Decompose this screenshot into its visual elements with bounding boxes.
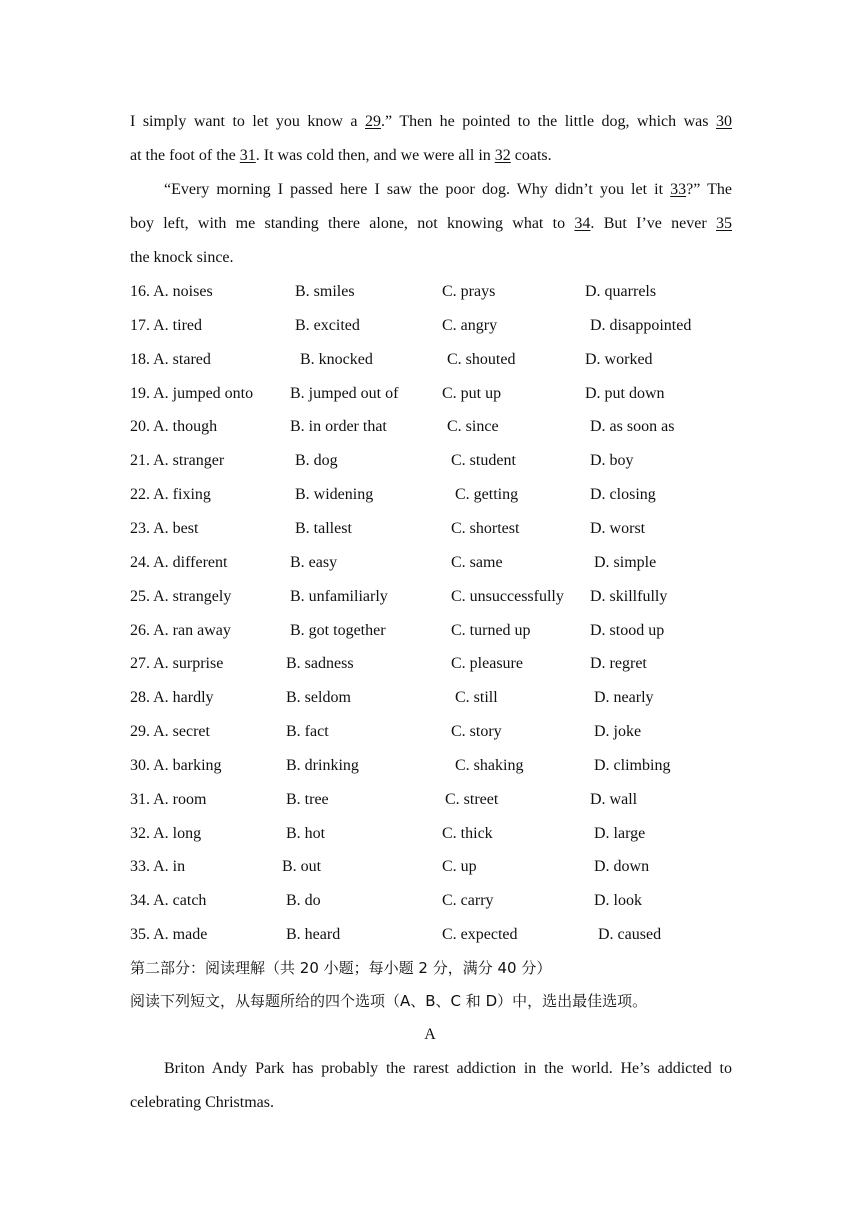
option-b: B. easy xyxy=(290,553,338,571)
passage-line-1 xyxy=(130,112,732,132)
option-b: B. heard xyxy=(286,926,341,944)
option-c: C. street xyxy=(445,790,499,808)
option-d: D. put down xyxy=(585,384,665,402)
option-c: C. carry xyxy=(442,892,494,910)
option-c: C. shaking xyxy=(455,756,524,774)
option-c: C. up xyxy=(442,858,477,876)
option-d: D. look xyxy=(594,892,642,910)
option-b: B. drinking xyxy=(286,756,359,774)
blank-31: 31 xyxy=(239,147,256,164)
option-b: B. fact xyxy=(286,723,329,741)
blank-30: 30 xyxy=(716,113,732,130)
option-b: B. seldom xyxy=(286,689,351,707)
option-c: C. turned up xyxy=(451,621,531,639)
option-c: C. thick xyxy=(442,824,493,842)
option-c: C. story xyxy=(451,723,502,741)
option-c: C. shouted xyxy=(447,350,516,368)
passage-text: . It was cold then, and we were all in xyxy=(255,147,495,164)
passage-text: “Every morning I passed here I saw the poor dog. Why didn’t you let it xyxy=(164,181,671,198)
option-d: D. down xyxy=(594,858,650,876)
option-d: D. closing xyxy=(590,486,656,504)
option-c: C. shortest xyxy=(451,519,520,537)
option-d: D. worked xyxy=(585,350,653,368)
option-d: D. disappointed xyxy=(590,316,692,334)
passage-line-5 xyxy=(130,248,732,268)
option-b: B. tree xyxy=(286,790,329,808)
option-a: 16. A. noises xyxy=(130,283,213,300)
option-a: 33. A. in xyxy=(130,858,186,876)
option-c: C. unsuccessfully xyxy=(451,587,564,605)
option-d: D. climbing xyxy=(594,756,671,774)
option-c: C. pleasure xyxy=(451,655,523,673)
passage-label: A xyxy=(424,1026,436,1043)
option-a: 22. A. fixing xyxy=(130,486,211,504)
passage-a-line-2: celebrating Christmas. xyxy=(130,1094,274,1111)
passage-text: the knock since. xyxy=(130,249,234,266)
option-b: B. knocked xyxy=(300,350,373,368)
passage-line-3 xyxy=(164,180,732,200)
option-c: C. getting xyxy=(455,486,519,504)
option-c: C. put up xyxy=(442,384,502,402)
passage-text: at the foot of the xyxy=(130,147,240,164)
option-d: D. regret xyxy=(590,655,647,673)
passage-text: I simply want to let you know a xyxy=(130,113,366,130)
option-b: B. excited xyxy=(295,316,360,334)
option-b: B. widening xyxy=(295,486,374,504)
option-a: 29. A. secret xyxy=(130,723,210,741)
passage-a-line-1: Briton Andy Park has probably the rarest addiction in the world. He’s addicted to xyxy=(164,1060,732,1077)
option-a: 25. A. strangely xyxy=(130,587,232,605)
option-d: D. quarrels xyxy=(585,283,657,300)
option-b: B. unfamiliarly xyxy=(290,587,388,605)
option-c: C. expected xyxy=(442,926,518,944)
blank-29: 29 xyxy=(365,113,382,130)
option-b: B. out xyxy=(282,858,322,876)
passage-text: coats. xyxy=(510,147,552,164)
option-d: D. nearly xyxy=(594,689,654,707)
option-b: B. sadness xyxy=(286,655,354,673)
blank-33: 33 xyxy=(670,181,687,198)
option-a: 19. A. jumped onto xyxy=(130,384,254,402)
passage-text: .” Then he pointed to the little dog, which was xyxy=(381,113,716,130)
option-d: D. wall xyxy=(590,790,638,808)
option-b: B. tallest xyxy=(295,519,352,537)
option-b: B. in order that xyxy=(290,418,387,436)
option-d: D. boy xyxy=(590,452,634,470)
option-a: 28. A. hardly xyxy=(130,689,214,707)
option-b: B. jumped out of xyxy=(290,384,399,402)
option-c: C. angry xyxy=(442,316,498,334)
option-a: 30. A. barking xyxy=(130,756,222,774)
option-d: D. caused xyxy=(598,926,662,944)
option-c: C. same xyxy=(451,553,503,571)
option-a: 34. A. catch xyxy=(130,892,207,910)
passage-text: ?” The xyxy=(686,181,733,198)
option-c: C. still xyxy=(455,689,498,707)
option-a: 18. A. stared xyxy=(130,350,211,368)
passage-text: boy left, with me standing there alone, not knowing what to xyxy=(130,215,575,232)
passage-text: . But I’ve never xyxy=(590,215,716,232)
option-d: D. joke xyxy=(594,723,642,741)
section-instruction: 阅读下列短文，从每题所给的四个选项（A、B、C 和 D）中，选出最佳选项。 xyxy=(130,992,648,1010)
option-a: 31. A. room xyxy=(130,790,207,808)
option-a: 32. A. long xyxy=(130,824,202,842)
option-d: D. worst xyxy=(590,519,646,537)
option-a: 24. A. different xyxy=(130,553,228,571)
option-b: B. hot xyxy=(286,824,326,842)
option-b: B. smiles xyxy=(295,283,355,300)
option-b: B. got together xyxy=(290,621,386,639)
option-d: D. simple xyxy=(594,553,657,571)
option-b: B. do xyxy=(286,892,321,910)
option-d: D. as soon as xyxy=(590,418,675,436)
section-heading: 第二部分：阅读理解（共 20 小题；每小题 2 分，满分 40 分） xyxy=(130,959,552,977)
option-d: D. stood up xyxy=(590,621,665,639)
passage-line-4 xyxy=(130,214,732,234)
option-a: 27. A. surprise xyxy=(130,655,224,673)
option-c: C. prays xyxy=(442,283,496,300)
option-b: B. dog xyxy=(295,452,338,470)
option-a: 21. A. stranger xyxy=(130,452,225,470)
blank-34: 34 xyxy=(574,215,591,232)
passage-line-2 xyxy=(130,146,732,166)
option-c: C. student xyxy=(451,452,516,470)
option-a: 17. A. tired xyxy=(130,316,202,334)
option-c: C. since xyxy=(447,418,499,436)
option-d: D. large xyxy=(594,824,646,842)
option-a: 23. A. best xyxy=(130,519,199,537)
blank-32: 32 xyxy=(494,147,511,164)
option-a: 26. A. ran away xyxy=(130,621,231,639)
option-d: D. skillfully xyxy=(590,587,668,605)
option-a: 35. A. made xyxy=(130,926,208,944)
option-a: 20. A. though xyxy=(130,418,218,436)
blank-35: 35 xyxy=(716,215,732,232)
